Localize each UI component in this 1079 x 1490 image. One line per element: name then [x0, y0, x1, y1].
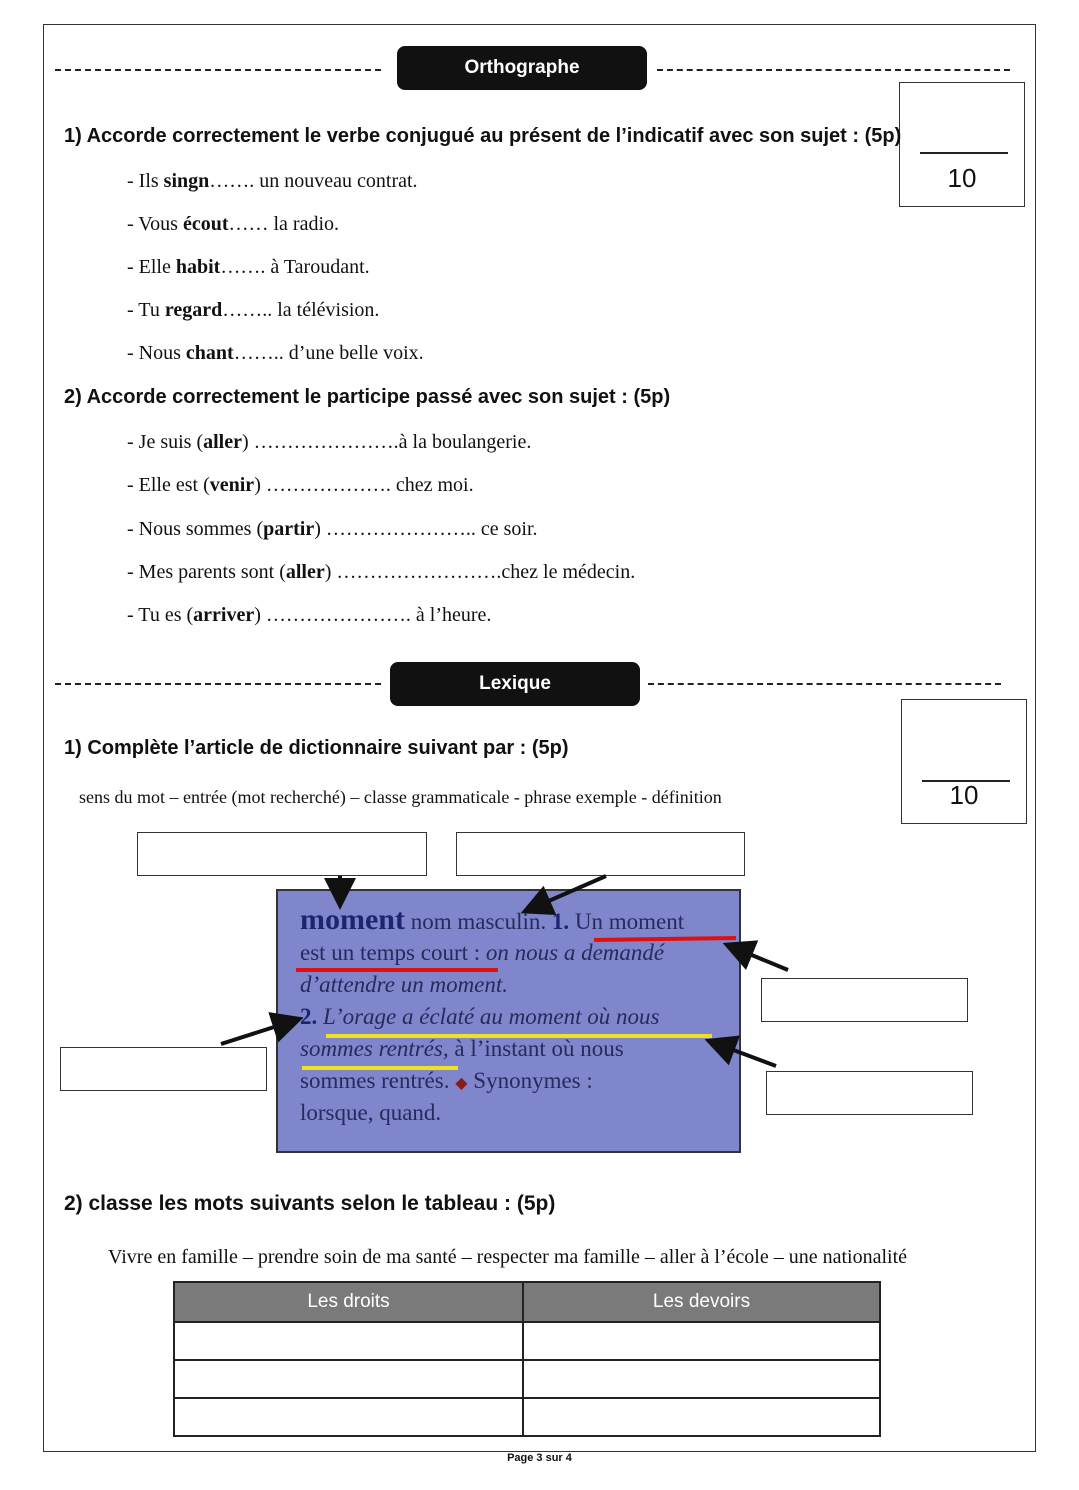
- table-cell[interactable]: [523, 1360, 880, 1398]
- exercise-line[interactable]: - Elle est (venir) ………………. chez moi.: [127, 474, 474, 496]
- red-underline: [594, 938, 736, 940]
- section-title-orthographe: Orthographe: [397, 46, 647, 90]
- table-cell[interactable]: [174, 1322, 523, 1360]
- score-denominator: 10: [949, 780, 979, 810]
- sense-number-2: 2.: [300, 1004, 318, 1029]
- table-row: [174, 1398, 880, 1436]
- definition-1a: Un moment: [574, 909, 685, 934]
- diamond-bullet-icon: ◆: [455, 1075, 468, 1092]
- exercise-line[interactable]: - Je suis (aller) ………………….à la boulangerie.: [127, 431, 532, 453]
- arrow-left: [712, 1042, 776, 1066]
- example-2b: sommes rentrés,: [300, 1036, 449, 1061]
- score-denominator: 10: [947, 163, 977, 193]
- exercise-line[interactable]: - Vous écout…… la radio.: [127, 213, 340, 235]
- definition-2b: sommes rentrés.: [300, 1068, 450, 1093]
- table-cell[interactable]: [523, 1322, 880, 1360]
- exercise-line[interactable]: - Elle habit……. à Taroudant.: [127, 256, 370, 278]
- table-header-rights: Les droits: [174, 1282, 523, 1322]
- grammatical-class: nom masculin.: [410, 909, 547, 934]
- table-cell[interactable]: [523, 1398, 880, 1436]
- rights-duties-table: [173, 1281, 881, 1437]
- headword: moment: [300, 903, 405, 936]
- lexique-question-2-title: 2) classe les mots suivants selon le tableau : (5p): [64, 1192, 556, 1215]
- table-row: [174, 1360, 880, 1398]
- table-row: [174, 1322, 880, 1360]
- question-2-title: 2) Accorde correctement le participe passé avec son sujet : (5p): [64, 386, 671, 408]
- question-1-title: 1) Accorde correctement le verbe conjugué au présent de l’indicatif avec son sujet : (5p): [64, 125, 902, 147]
- exercise-line[interactable]: - Nous sommes (partir) ………………….. ce soir.: [127, 518, 538, 540]
- word-list-rights-duties: Vivre en famille – prendre soin de ma santé – respecter ma famille – aller à l’école – une nationalité: [108, 1246, 908, 1268]
- section-title-lexique: Lexique: [390, 662, 640, 706]
- example-1b: d’attendre un moment.: [300, 972, 509, 997]
- exercise-line[interactable]: - Ils singn……. un nouveau contrat.: [127, 170, 418, 192]
- lexique-question-1-title: 1) Complète l’article de dictionnaire suivant par : (5p): [64, 737, 569, 759]
- synonyms: lorsque, quand.: [300, 1100, 442, 1125]
- exercise-line[interactable]: - Tu es (arriver) …………………. à l’heure.: [127, 604, 492, 626]
- example-2a: L’orage a éclaté au moment où nous: [323, 1004, 660, 1029]
- definition-2a: à l’instant où nous: [454, 1036, 624, 1061]
- word-list: sens du mot – entrée (mot recherché) – classe grammaticale - phrase exemple - définition: [79, 787, 722, 807]
- exercise-line[interactable]: - Mes parents sont (aller) …………………….chez le médecin.: [127, 561, 636, 583]
- definition-1b: est un temps court: [300, 940, 468, 965]
- synonyms-label: Synonymes :: [473, 1068, 593, 1093]
- exercise-line[interactable]: - Nous chant…….. d’une belle voix.: [127, 342, 424, 364]
- exercise-line[interactable]: - Tu regard…….. la télévision.: [127, 299, 380, 321]
- table-header-duties: Les devoirs: [523, 1282, 880, 1322]
- table-cell[interactable]: [174, 1398, 523, 1436]
- arrow-right: [221, 1020, 296, 1044]
- sense-number-1: 1.: [551, 909, 570, 934]
- page-footer: Page 3 sur 4: [507, 1452, 572, 1464]
- table-cell[interactable]: [174, 1360, 523, 1398]
- example-1a: on nous a demandé: [485, 940, 665, 965]
- arrow-left: [528, 876, 606, 910]
- separator: :: [468, 940, 486, 965]
- arrow-left: [730, 946, 788, 970]
